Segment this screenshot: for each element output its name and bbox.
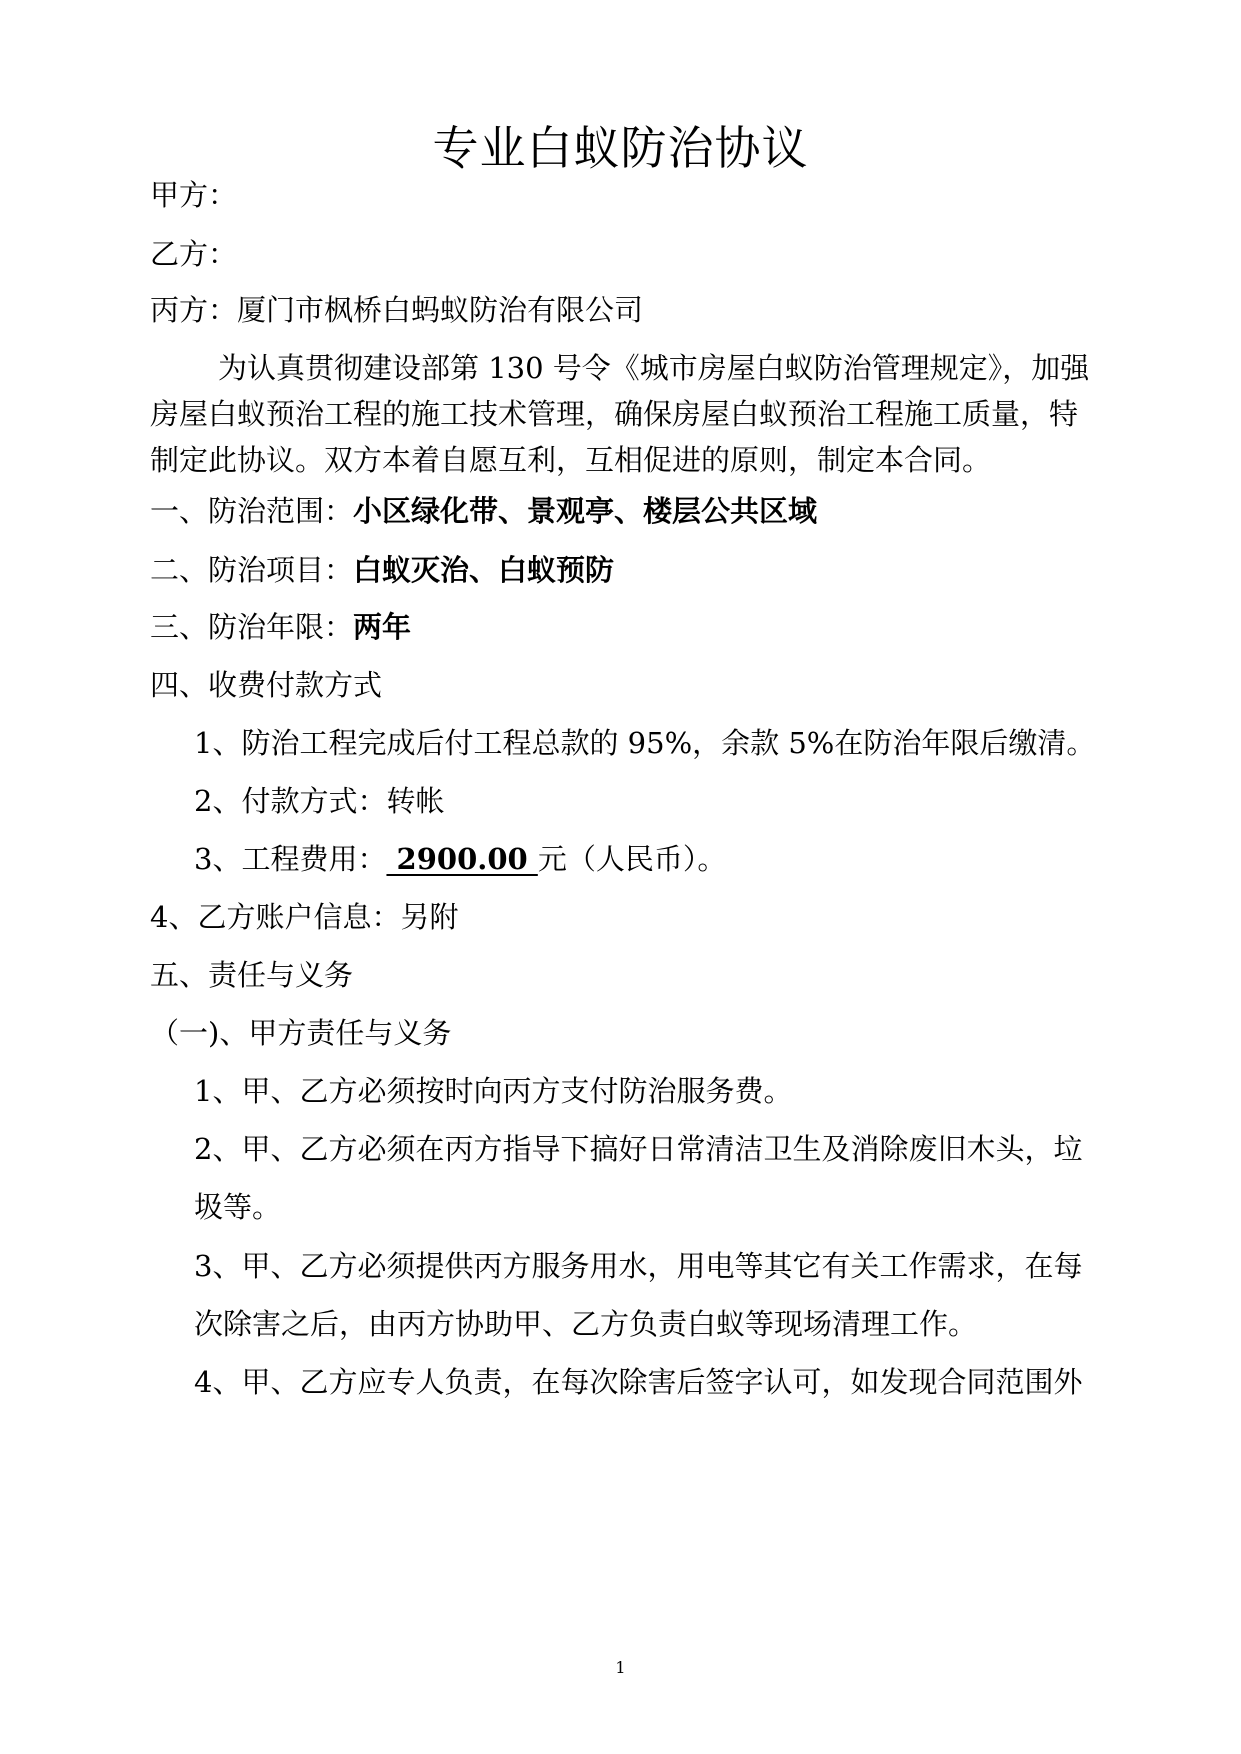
section-5-item-2-line-2: 圾等。 [194,1190,282,1224]
party-c-name: 厦门市枫桥白蚂蚁防治有限公司 [237,293,644,327]
section-5-item-1: 1、甲、乙方必须按时向丙方支付防治服务费。 [194,1074,793,1108]
intro-line-2: 房屋白蚁预治工程的施工技术管理，确保房屋白蚁预治工程施工质量，特 [150,397,1079,431]
section-5-item-4-line-1: 4、甲、乙方应专人负责，在每次除害后签字认可，如发现合同范围外 [194,1365,1083,1399]
section-5-item-3-line-2: 次除害之后，由丙方协助甲、乙方负责白蚁等现场清理工作。 [194,1307,978,1341]
section-5-sub-heading: （一)、甲方责任与义务 [150,1016,452,1050]
section-3-term [150,607,411,647]
party-b-label: 乙方： [150,237,238,271]
section-5-item-2-line-1: 2、甲、乙方必须在丙方指导下搞好日常清洁卫生及消除废旧木头，垃 [194,1132,1083,1166]
intro-line-1: 为认真贯彻建设部第 130 号令《城市房屋白蚁防治管理规定》，加强 [218,351,1090,385]
party-a-label: 甲方： [150,178,238,212]
intro-line-3: 制定此协议。双方本着自愿互利，互相促进的原则，制定本合同。 [150,443,992,477]
section-3-value: 两年 [353,610,412,644]
section-1-label: 一、防治范围： [150,494,354,528]
section-2-value: 白蚁灭治、白蚁预防 [353,553,615,587]
section-5-item-3-line-1: 3、甲、乙方必须提供丙方服务用水，用电等其它有关工作需求，在每 [194,1249,1083,1283]
page-number: 1 [615,1658,626,1677]
section-4-item-4: 4、乙方账户信息：另附 [150,900,459,934]
section-2-label: 二、防治项目： [150,553,354,587]
party-c-line [150,290,643,330]
party-c-label: 丙方： [150,293,238,327]
section-4-item-1: 1、防治工程完成后付工程总款的 95%，余款 5%在防治年限后缴清。 [194,726,1096,760]
fee-label: 3、工程费用： [194,842,387,876]
section-4-item-3 [194,839,726,879]
section-2-items [150,550,614,590]
section-5-heading: 五、责任与义务 [150,958,354,992]
fee-suffix: 元（人民币）。 [537,842,727,876]
fee-amount: 2900.00 [386,842,538,876]
document-title: 专业白蚁防治协议 [432,121,809,175]
section-4-heading: 四、收费付款方式 [150,668,383,702]
section-3-label: 三、防治年限： [150,610,354,644]
section-1-value: 小区绿化带、景观亭、楼层公共区域 [353,494,818,528]
section-1-scope [150,491,817,531]
section-4-item-2: 2、付款方式：转帐 [194,784,445,818]
